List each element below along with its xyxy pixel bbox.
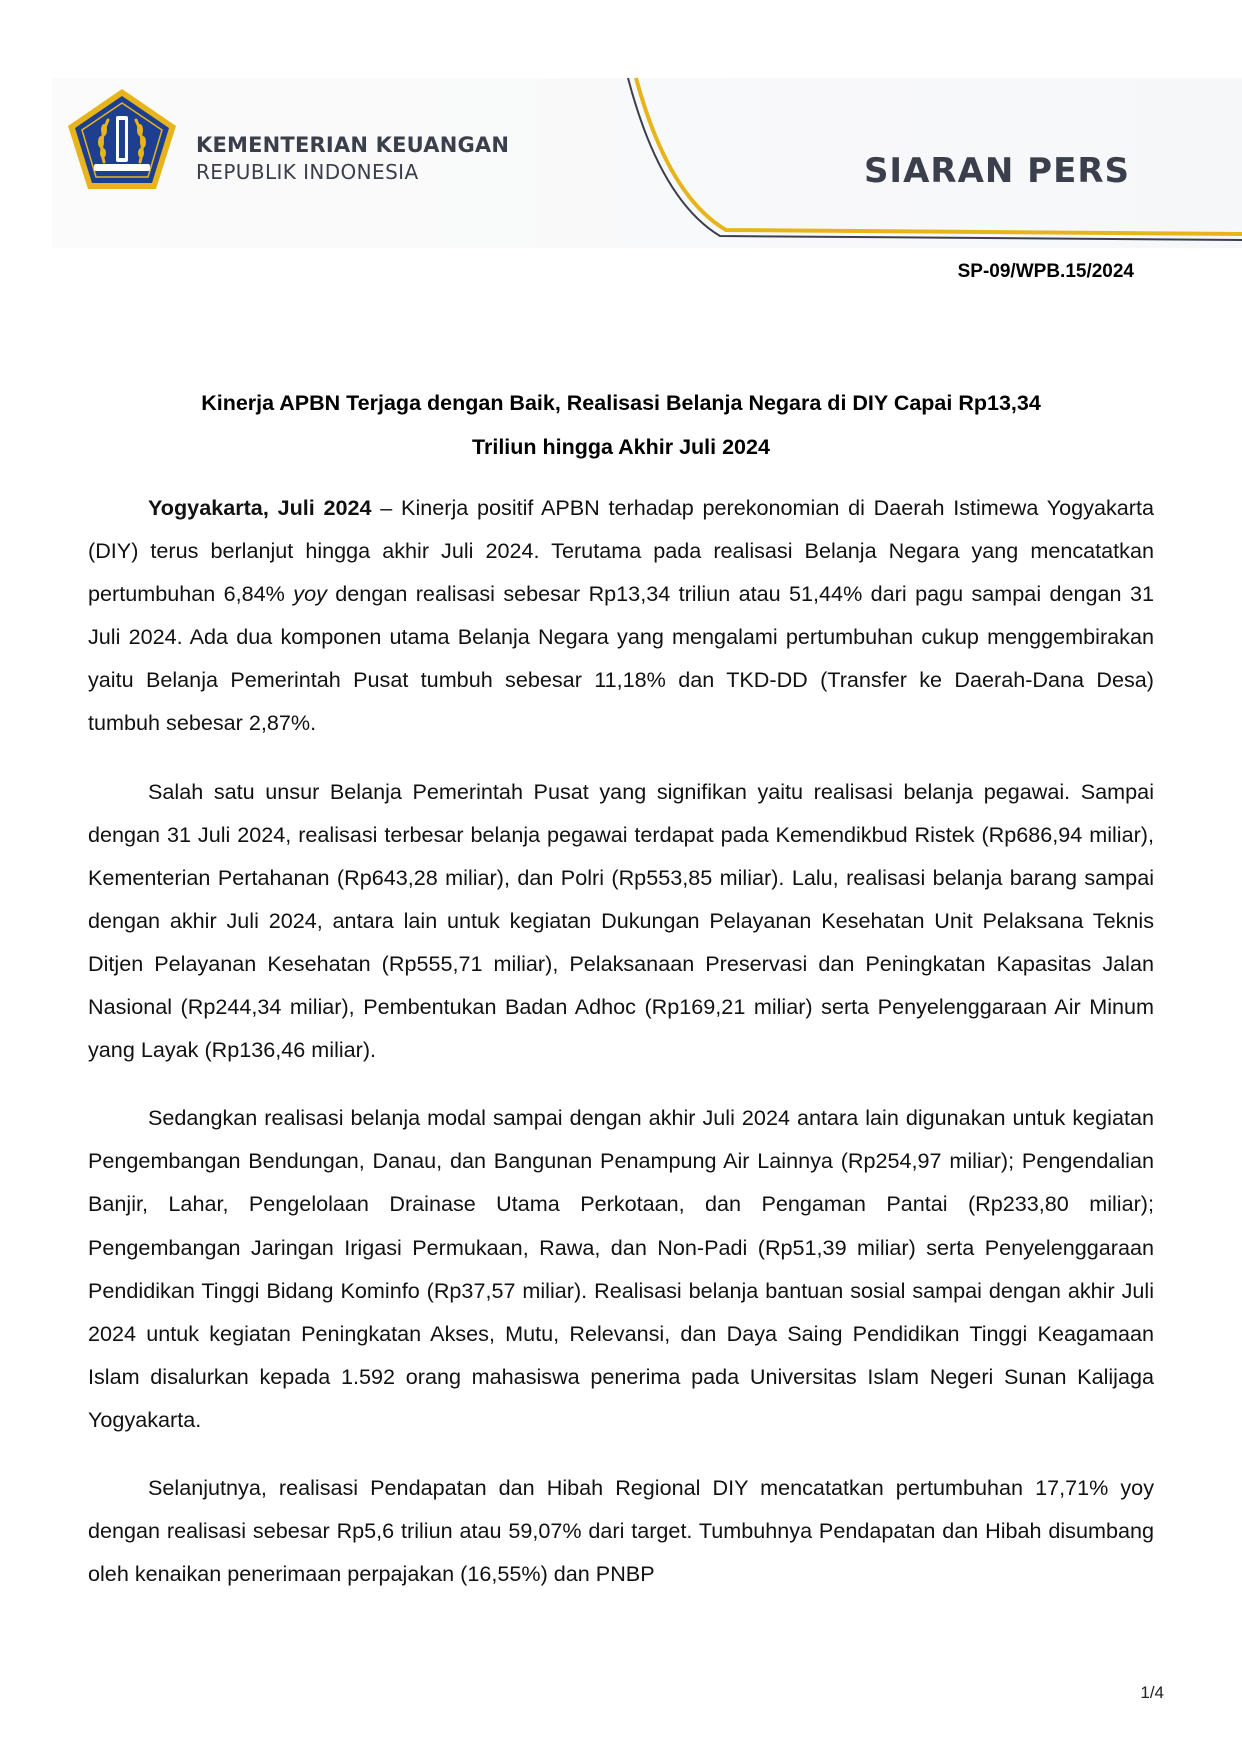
page-number: 1/4 xyxy=(1140,1683,1164,1702)
header-decoration xyxy=(0,0,1242,260)
paragraph-4: Selanjutnya, realisasi Pendapatan dan Hibah Regional DIY mencatatkan pertumbuhan 17,71% yoy dengan realisasi sebesar Rp5,6 triliun atau 59,07% dari target. Tumbuhnya Pendapatan dan Hibah disumbang oleh kenaikan penerimaan perpajakan (16,55%) dan PNBP xyxy=(88,1474,1154,1587)
title-line1: Kinerja APBN Terjaga dengan Baik, Realisasi Belanja Negara di DIY Capai Rp13,34 xyxy=(201,391,1041,415)
page-title xyxy=(88,381,1154,469)
paragraph-3: Sedangkan realisasi belanja modal sampai dengan akhir Juli 2024 antara lain digunakan untuk kegiatan Pengembangan Bendungan, Danau, dan Bangunan Penampung Air Lainnya (Rp254,97 miliar); Pengendalian Banjir, Lahar, Pengelolaan Drainase Utama Perkotaan, dan Pengaman Pantai (Rp233,80 miliar); Pengembangan Jaringan Irigasi Permukaan, Rawa, dan Non-Padi (Rp51,39 miliar) serta Penyelenggaraan Pendidikan Tinggi Bidang Kominfo (Rp37,57 miliar). Realisasi belanja bantuan sosial sampai dengan akhir Juli 2024 untuk kegiatan Peningkatan Akses, Mutu, Relevansi, dan Daya Saing Pendidikan Tinggi Keagamaan Islam disalurkan kepada 1.592 orang mahasiswa penerima pada Universitas Islam Negeri Sunan Kalijaga Yogyakarta. xyxy=(88,1105,1154,1432)
paragraph-1 xyxy=(88,486,1154,745)
dateline: Yogyakarta, Juli 2024 xyxy=(148,495,372,520)
ministry-line2: REPUBLIK INDONESIA xyxy=(196,160,419,184)
ministry-name xyxy=(196,133,509,184)
document-number: SP-09/WPB.15/2024 xyxy=(957,261,1134,282)
p1-italic-yoy: yoy xyxy=(293,581,327,607)
p1-text-a: – Kinerja positif APBN terhadap perekonomian di Daerah Istimewa Yogyakarta (DIY) terus berlanjut hingga akhir Juli 2024. Terutama pada realisasi Belanja Negara yang mencatatkan pertumbuhan 6,84% xyxy=(88,495,1154,607)
title-line2: Triliun hingga Akhir Juli 2024 xyxy=(472,435,770,459)
paragraph-2: Salah satu unsur Belanja Pemerintah Pusat yang signifikan yaitu realisasi belanja pegawai. Sampai dengan 31 Juli 2024, realisasi terbesar belanja pegawai terdapat pada Kemendikbud Ristek (Rp686,94 miliar), Kementerian Pertahanan (Rp643,28 miliar), dan Polri (Rp553,85 miliar). Lalu, realisasi belanja barang sampai dengan akhir Juli 2024, antara lain untuk kegiatan Dukungan Pelayanan Kesehatan Unit Pelaksana Teknis Ditjen Pelayanan Kesehatan (Rp555,71 miliar), Pelaksanaan Preservasi dan Peningkatan Kapasitas Jalan Nasional (Rp244,34 miliar), Pembentukan Badan Adhoc (Rp169,21 miliar) serta Penyelenggaraan Air Minum yang Layak (Rp136,46 miliar). xyxy=(88,778,1154,1063)
p1-text-b: dengan realisasi sebesar Rp13,34 triliun atau 51,44% dari pagu sampai dengan 31 Juli 2024. Ada dua komponen utama Belanja Negara yang mengalami pertumbuhan cukup menggembirakan yaitu Belanja Pemerintah Pusat tumbuh sebesar 11,18% dan TKD-DD (Transfer ke Daerah-Dana Desa) tumbuh sebesar 2,87%. xyxy=(88,581,1154,736)
ministry-line1: KEMENTERIAN KEUANGAN xyxy=(196,133,510,157)
doc-type-label: SIARAN PERS xyxy=(863,151,1130,191)
kemenkeu-emblem-icon xyxy=(64,86,180,192)
document-body xyxy=(88,486,1154,1620)
